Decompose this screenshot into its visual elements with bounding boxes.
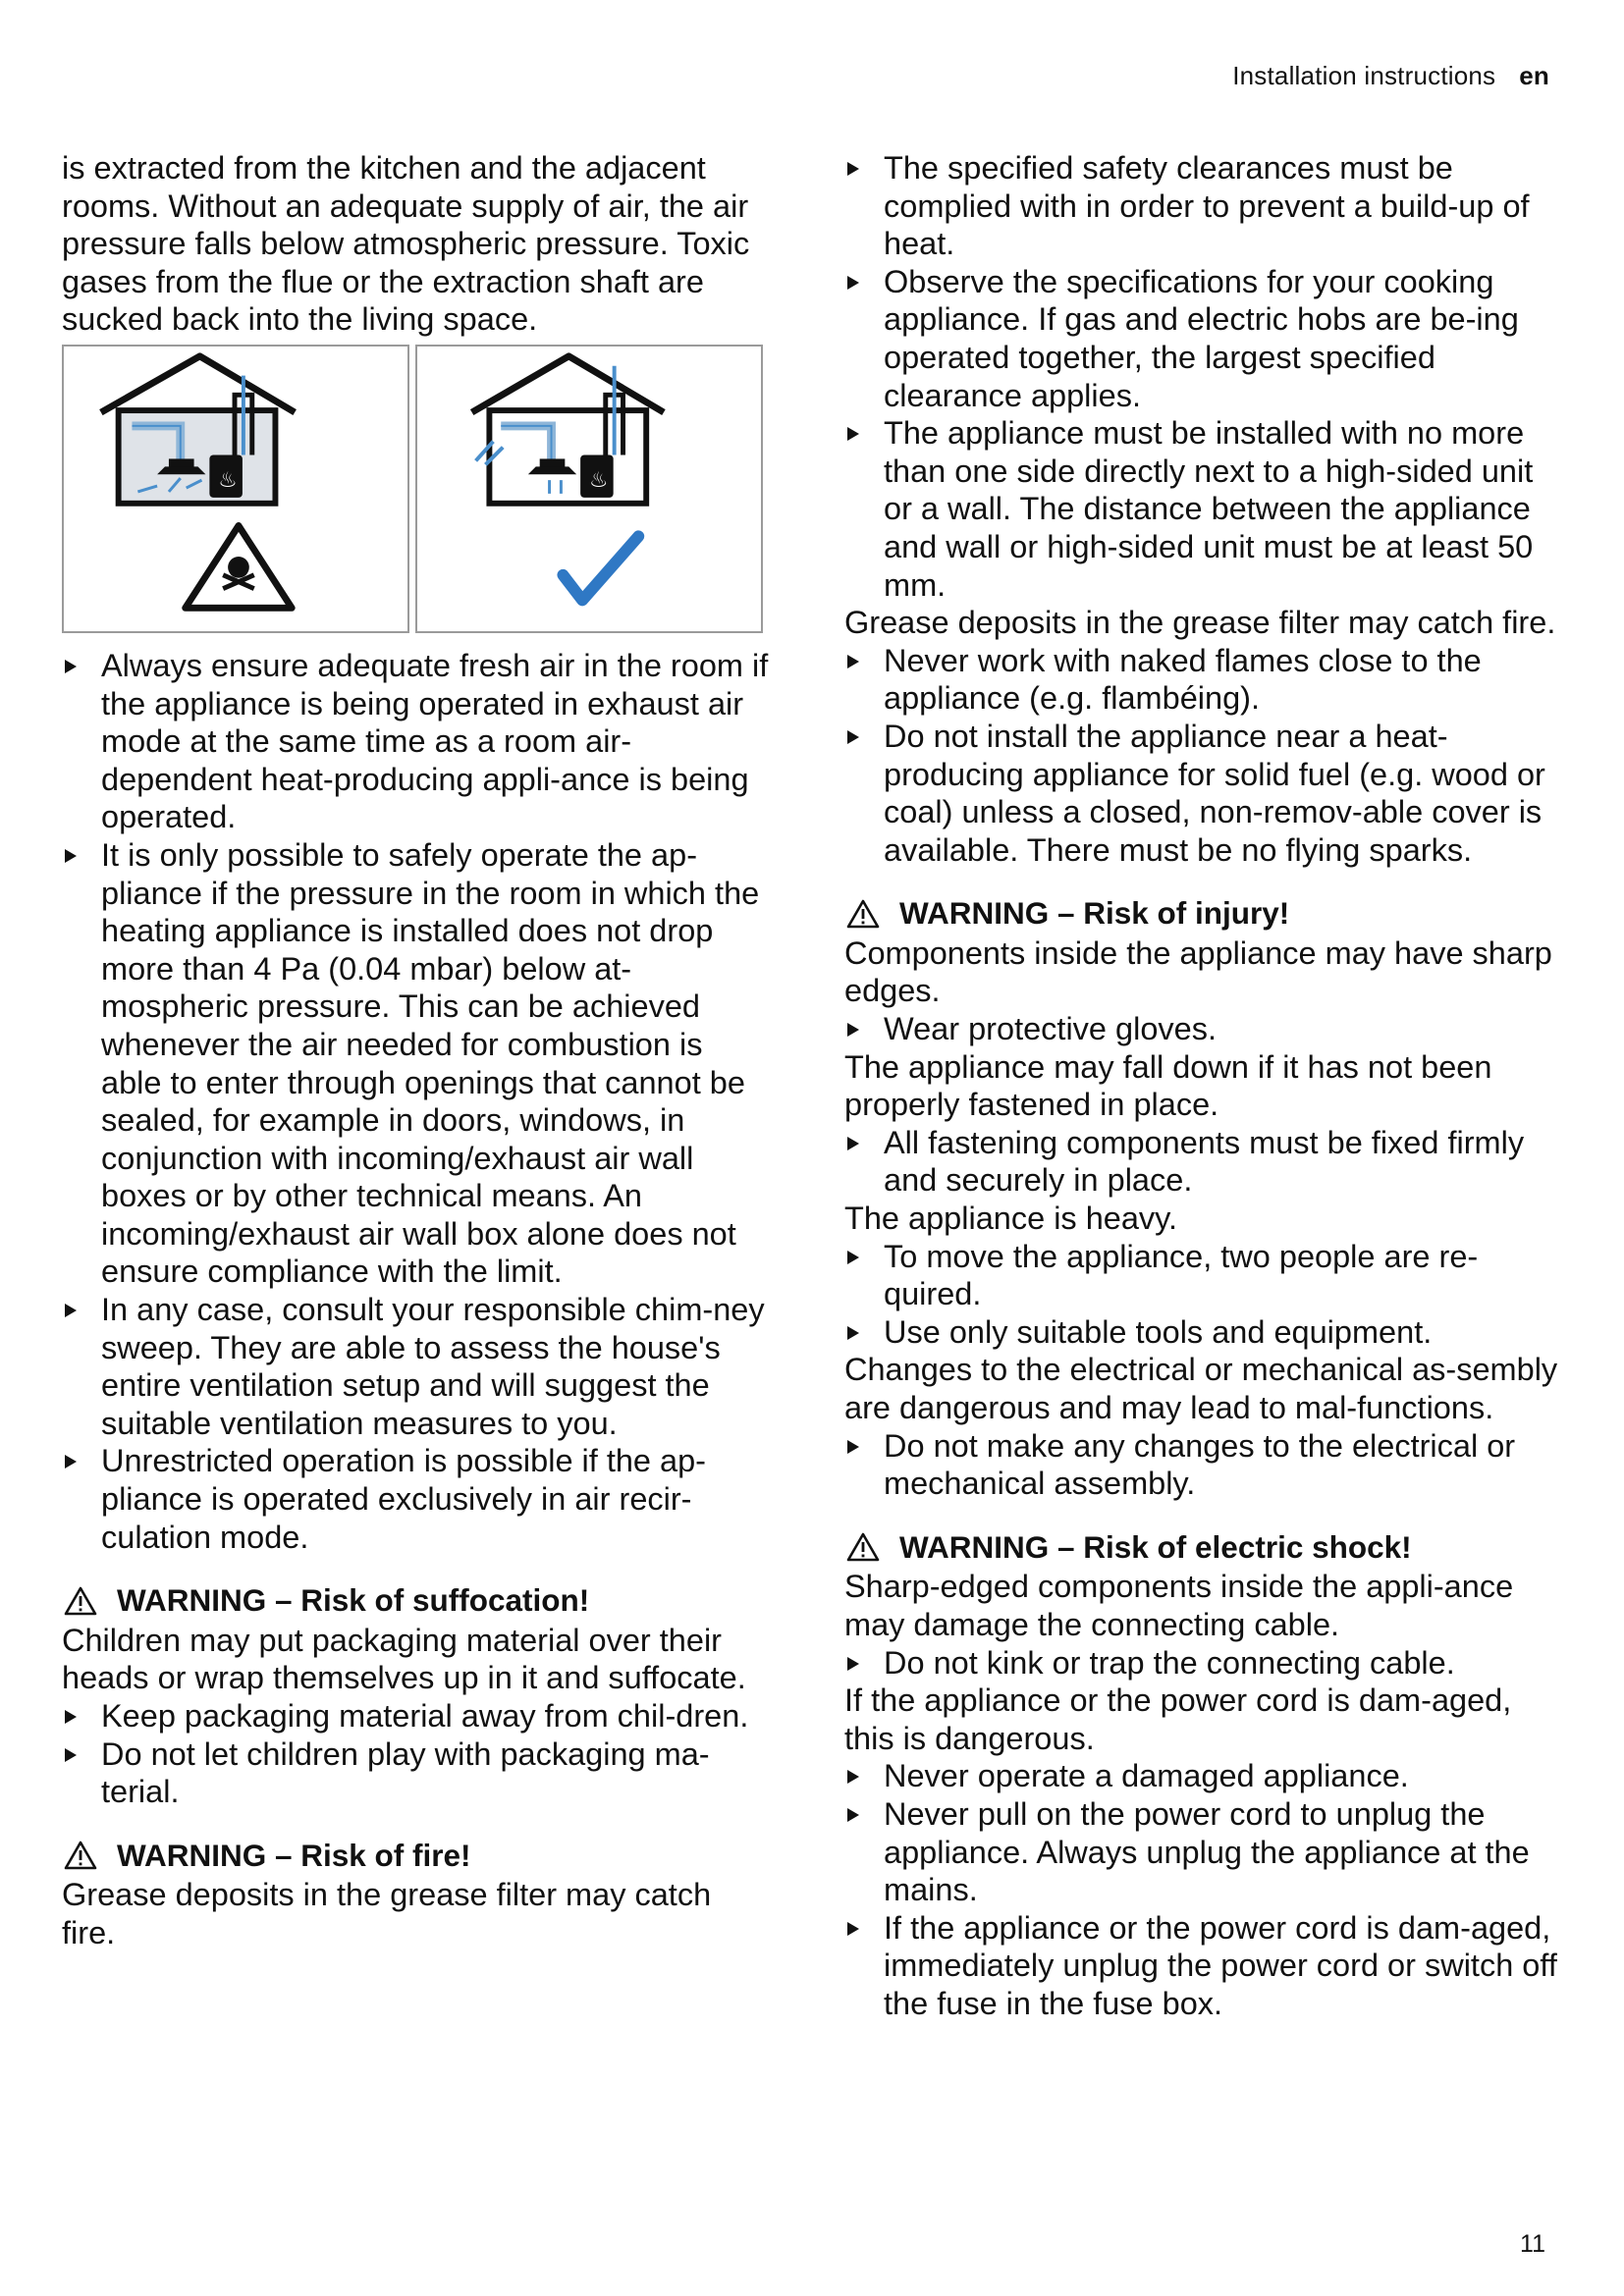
house-safe-illustration — [417, 347, 761, 631]
clearance-bullet-list — [844, 149, 1561, 604]
intro-paragraph: is extracted from the kitchen and the adjacent rooms. Without an adequate supply of air, the air pressure falls below atmospheric pressure. Toxic gases from the flue or the extraction shaft are sucked back into the living space. — [62, 150, 750, 338]
warning-text: Grease deposits in the grease filter may catch fire. — [62, 1877, 712, 1950]
list-item: Use only suitable tools and equipment. — [844, 1313, 1561, 1352]
list-item: Always ensure adequate fresh air in the room if the appliance is being operated in exhaust air mode at the same time as a room air-dependent heat-producing appli-ance is being operated. — [62, 647, 769, 836]
warning-text: If the appliance or the power cord is dam-aged, this is dangerous. — [844, 1682, 1512, 1756]
page-number: 11 — [1520, 2230, 1545, 2258]
list-item: Keep packaging material away from chil-dren. — [62, 1697, 769, 1735]
list-item: In any case, consult your responsible chim-ney sweep. They are able to assess the house's entire ventilation setup and will suggest the suitable ventilation measures to you. — [62, 1291, 769, 1442]
grease-bullet-list — [844, 642, 1561, 870]
warning-fire-heading — [62, 1837, 769, 1875]
figure-safe — [415, 345, 763, 633]
page-header — [1232, 61, 1549, 91]
warning-triangle-icon — [846, 1532, 880, 1562]
list-item: Wear protective gloves. — [844, 1010, 1561, 1048]
warning-text: The appliance is heavy. — [844, 1201, 1178, 1237]
list-item: Never work with naked flames close to the appliance (e.g. flambéing). — [844, 642, 1561, 718]
list-item: Never operate a damaged appliance. — [844, 1757, 1561, 1795]
list-item: Do not make any changes to the electrical or mechanical assembly. — [844, 1427, 1561, 1503]
warning-triangle-icon — [64, 1841, 97, 1870]
list-item: Do not let children play with packaging ma-terial. — [62, 1735, 769, 1811]
injury-bullet-list — [844, 1010, 1561, 1048]
ventilation-figures — [62, 345, 769, 633]
svg-text:♨: ♨ — [218, 467, 238, 493]
warning-text: Changes to the electrical or mechanical as-sembly are dangerous and may lead to mal-functions. — [844, 1352, 1558, 1425]
list-item: Observe the specifications for your cooking appliance. If gas and electric hobs are be-ing operated together, the largest specified clearance applies. — [844, 263, 1561, 414]
shock-bullet-list — [844, 1757, 1561, 2022]
house-unsafe-illustration — [64, 347, 407, 631]
injury-bullet-list — [844, 1238, 1561, 1352]
warning-shock-heading — [844, 1528, 1561, 1567]
shock-bullet-list — [844, 1644, 1561, 1682]
warning-text: Sharp-edged components inside the appli-ance may damage the connecting cable. — [844, 1569, 1514, 1642]
grease-paragraph: Grease deposits in the grease filter may catch fire. — [844, 605, 1556, 641]
warning-title: WARNING – Risk of fire! — [117, 1837, 471, 1873]
warning-title: WARNING – Risk of suffocation! — [117, 1582, 590, 1619]
svg-text:♨: ♨ — [589, 467, 609, 493]
list-item: All fastening components must be fixed firmly and securely in place. — [844, 1124, 1561, 1200]
list-item: If the appliance or the power cord is dam-aged, immediately unplug the power cord or switch off the fuse in the fuse box. — [844, 1909, 1561, 2023]
suffocation-bullet-list — [62, 1697, 769, 1811]
list-item: Do not kink or trap the connecting cable. — [844, 1644, 1561, 1682]
list-item: Do not install the appliance near a heat-producing appliance for solid fuel (e.g. wood or coal) unless a closed, non-remov-able cover is available. There must be no flying sparks. — [844, 718, 1561, 869]
warning-triangle-icon — [846, 899, 880, 929]
right-column — [844, 149, 1561, 2023]
warning-text: The appliance may fall down if it has not been properly fastened in place. — [844, 1048, 1492, 1123]
warning-injury-heading — [844, 894, 1561, 933]
warning-triangle-icon — [64, 1586, 97, 1616]
list-item: Unrestricted operation is possible if the ap-pliance is operated exclusively in air recir-culation mode. — [62, 1442, 769, 1556]
list-item: The specified safety clearances must be complied with in order to prevent a build-up of heat. — [844, 149, 1561, 263]
header-language: en — [1519, 61, 1549, 90]
list-item: To move the appliance, two people are re-quired. — [844, 1238, 1561, 1313]
list-item: Never pull on the power cord to unplug the appliance. Always unplug the appliance at the mains. — [844, 1795, 1561, 1909]
injury-bullet-list — [844, 1124, 1561, 1200]
figure-unsafe — [62, 345, 409, 633]
warning-title: WARNING – Risk of electric shock! — [899, 1528, 1412, 1565]
list-item: It is only possible to safely operate the ap-pliance if the pressure in the room in which the heating appliance is installed does not drop more than 4 Pa (0.04 mbar) below at-mospheric pressure. This can be achieved whenever the air needed for combustion is able to enter through openings that cannot be sealed, for example in doors, windows, in conjunction with incoming/exhaust air wall boxes or by other technical means. An incoming/exhaust air wall box alone does not ensure compliance with the limit. — [62, 836, 769, 1291]
warning-title: WARNING – Risk of injury! — [899, 895, 1290, 932]
list-item: The appliance must be installed with no more than one side directly next to a high-sided unit or a wall. The distance between the appliance and wall or high-sided unit must be at least 50 mm. — [844, 414, 1561, 604]
injury-bullet-list — [844, 1427, 1561, 1503]
warning-suffocation-heading — [62, 1581, 769, 1620]
warning-text: Components inside the appliance may have sharp edges. — [844, 934, 1552, 1009]
header-section-title: Installation instructions — [1232, 61, 1496, 90]
warning-text: Children may put packaging material over their heads or wrap themselves up in it and suffocate. — [62, 1622, 746, 1696]
ventilation-bullet-list — [62, 647, 769, 1556]
left-column — [62, 149, 769, 1952]
